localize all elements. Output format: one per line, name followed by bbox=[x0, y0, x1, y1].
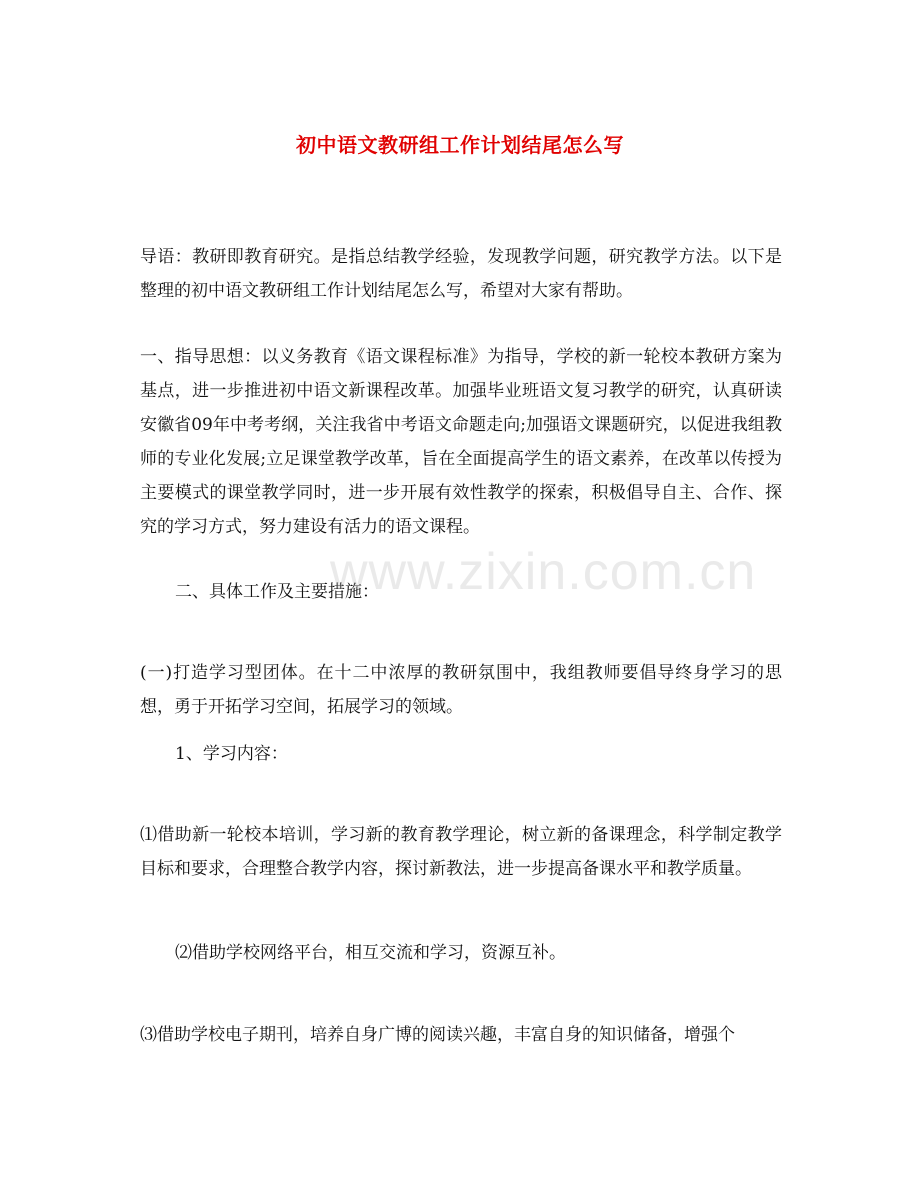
sub1-paragraph: ⑴借助新一轮校本培训，学习新的教育教学理论，树立新的备课理念，科学制定教学目标和要求，合理整合教学内容，探讨新教法，进一步提高备课水平和教学质量。 bbox=[140, 825, 782, 879]
document-title: 初中语文教研组工作计划结尾怎么写 bbox=[296, 133, 624, 157]
sub3-paragraph: ⑶借助学校电子期刊，培养自身广博的阅读兴趣，丰富自身的知识储备，增强个 bbox=[140, 1025, 735, 1045]
sub-heading: 1、学习内容： bbox=[175, 744, 288, 764]
watermark: www.zixin.com.cn bbox=[330, 543, 757, 601]
item1-paragraph: (一)打造学习型团体。在十二中浓厚的教研氛围中，我组教师要倡导终身学习的思想，勇于开拓学习空间，拓展学习的领域。 bbox=[140, 663, 782, 717]
sub2-paragraph: ⑵借助学校网络平台，相互交流和学习，资源互补。 bbox=[175, 943, 566, 963]
section2-heading: 二、具体工作及主要措施： bbox=[175, 582, 379, 602]
section1-paragraph: 一、指导思想：以义务教育《语文课程标准》为指导，学校的新一轮校本教研方案为基点，进一步推进初中语文新课程改革。加强毕业班语文复习教学的研究，认真研读安徽省09年中考考纲，关注我省中考语文命题走向;加强语文课题研究，以促进我组教师的专业化发展;立足课堂教学改革，旨在全面提高学生的语文素养，在改革以传授为主要模式的课堂教学同时，进一步开展有效性教学的探索，积极倡导自主、合作、探究的学习方式，努力建设有活力的语文课程。 bbox=[140, 347, 782, 537]
intro-paragraph: 导语：教研即教育研究。是指总结教学经验，发现教学问题，研究教学方法。以下是整理的初中语文教研组工作计划结尾怎么写，希望对大家有帮助。 bbox=[140, 247, 782, 301]
